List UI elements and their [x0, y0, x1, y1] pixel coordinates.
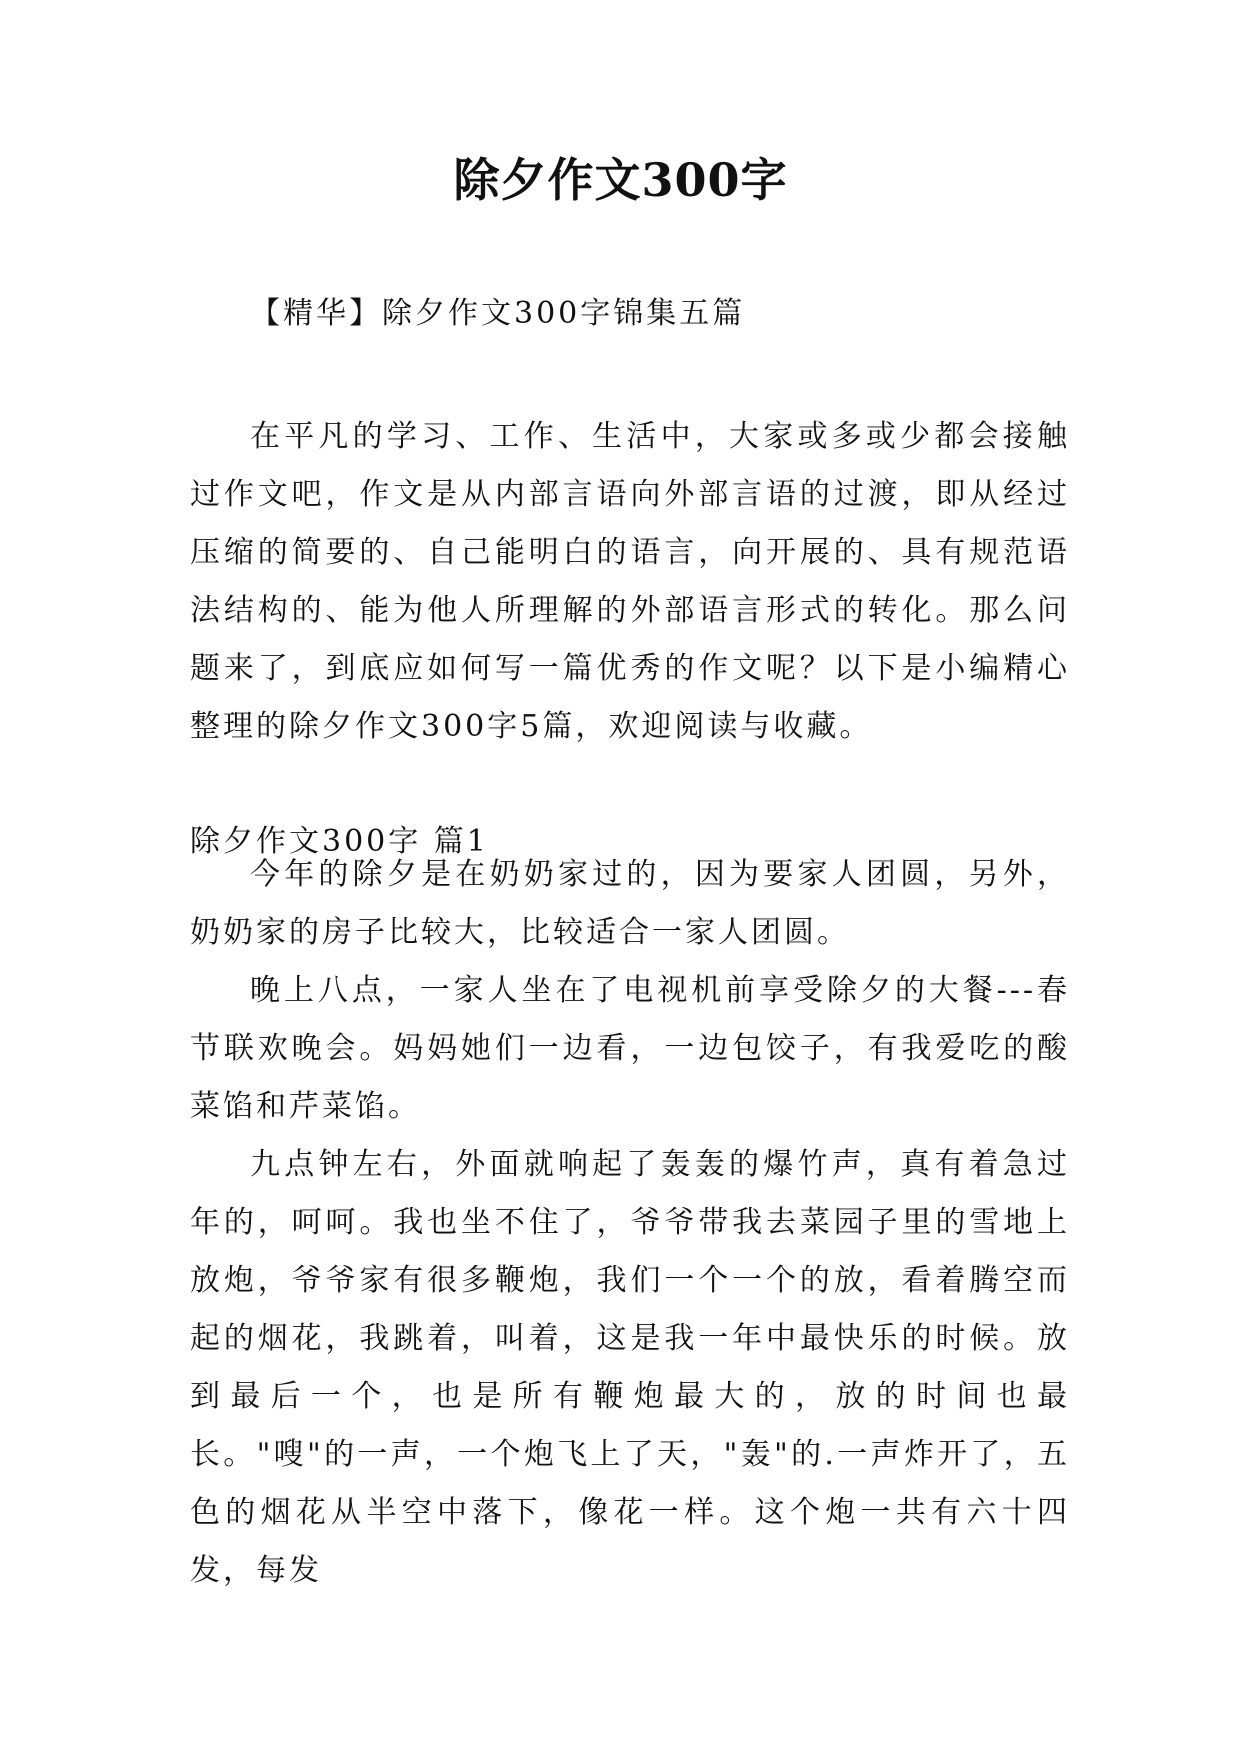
document-title: 除夕作文300字	[453, 153, 788, 207]
intro-paragraph: 在平凡的学习、工作、生活中，大家或多或少都会接触过作文吧，作文是从内部言语向外部言语的过渡，即从经过压缩的简要的、自己能明白的语言，向开展的、具有规范语法结构的、能为他人所理解的外部语言形式的转化。那么问题来了，到底应如何写一篇优秀的作文呢？以下是小编精心整理的除夕作文300字5篇，欢迎阅读与收藏。	[190, 419, 1070, 744]
document-subtitle: 【精华】除夕作文300字锦集五篇	[250, 296, 746, 331]
section-title: 除夕作文300字 篇1	[190, 824, 489, 859]
essay-body	[190, 846, 1070, 1600]
essay-paragraph: 晚上八点，一家人坐在了电视机前享受除夕的大餐---春节联欢晚会。妈妈她们一边看，一边包饺子，有我爱吃的酸菜馅和芹菜馅。	[190, 973, 1070, 1124]
essay-paragraph: 九点钟左右，外面就响起了轰轰的爆竹声，真有着急过年的，呵呵。我也坐不住了，爷爷带我去菜园子里的雪地上放炮，爷爷家有很多鞭炮，我们一个一个的放，看着腾空而起的烟花，我跳着，叫着，这是我一年中最快乐的时候。放到最后一个，也是所有鞭炮最大的，放的时间也最长。"嗖"的一声，一个炮飞上了天，"轰"的.一声炸开了，五色的烟花从半空中落下，像花一样。这个炮一共有六十四发，每发	[190, 1147, 1070, 1588]
essay-paragraph: 今年的除夕是在奶奶家过的，因为要家人团圆，另外，奶奶家的房子比较大，比较适合一家人团圆。	[190, 857, 1070, 950]
